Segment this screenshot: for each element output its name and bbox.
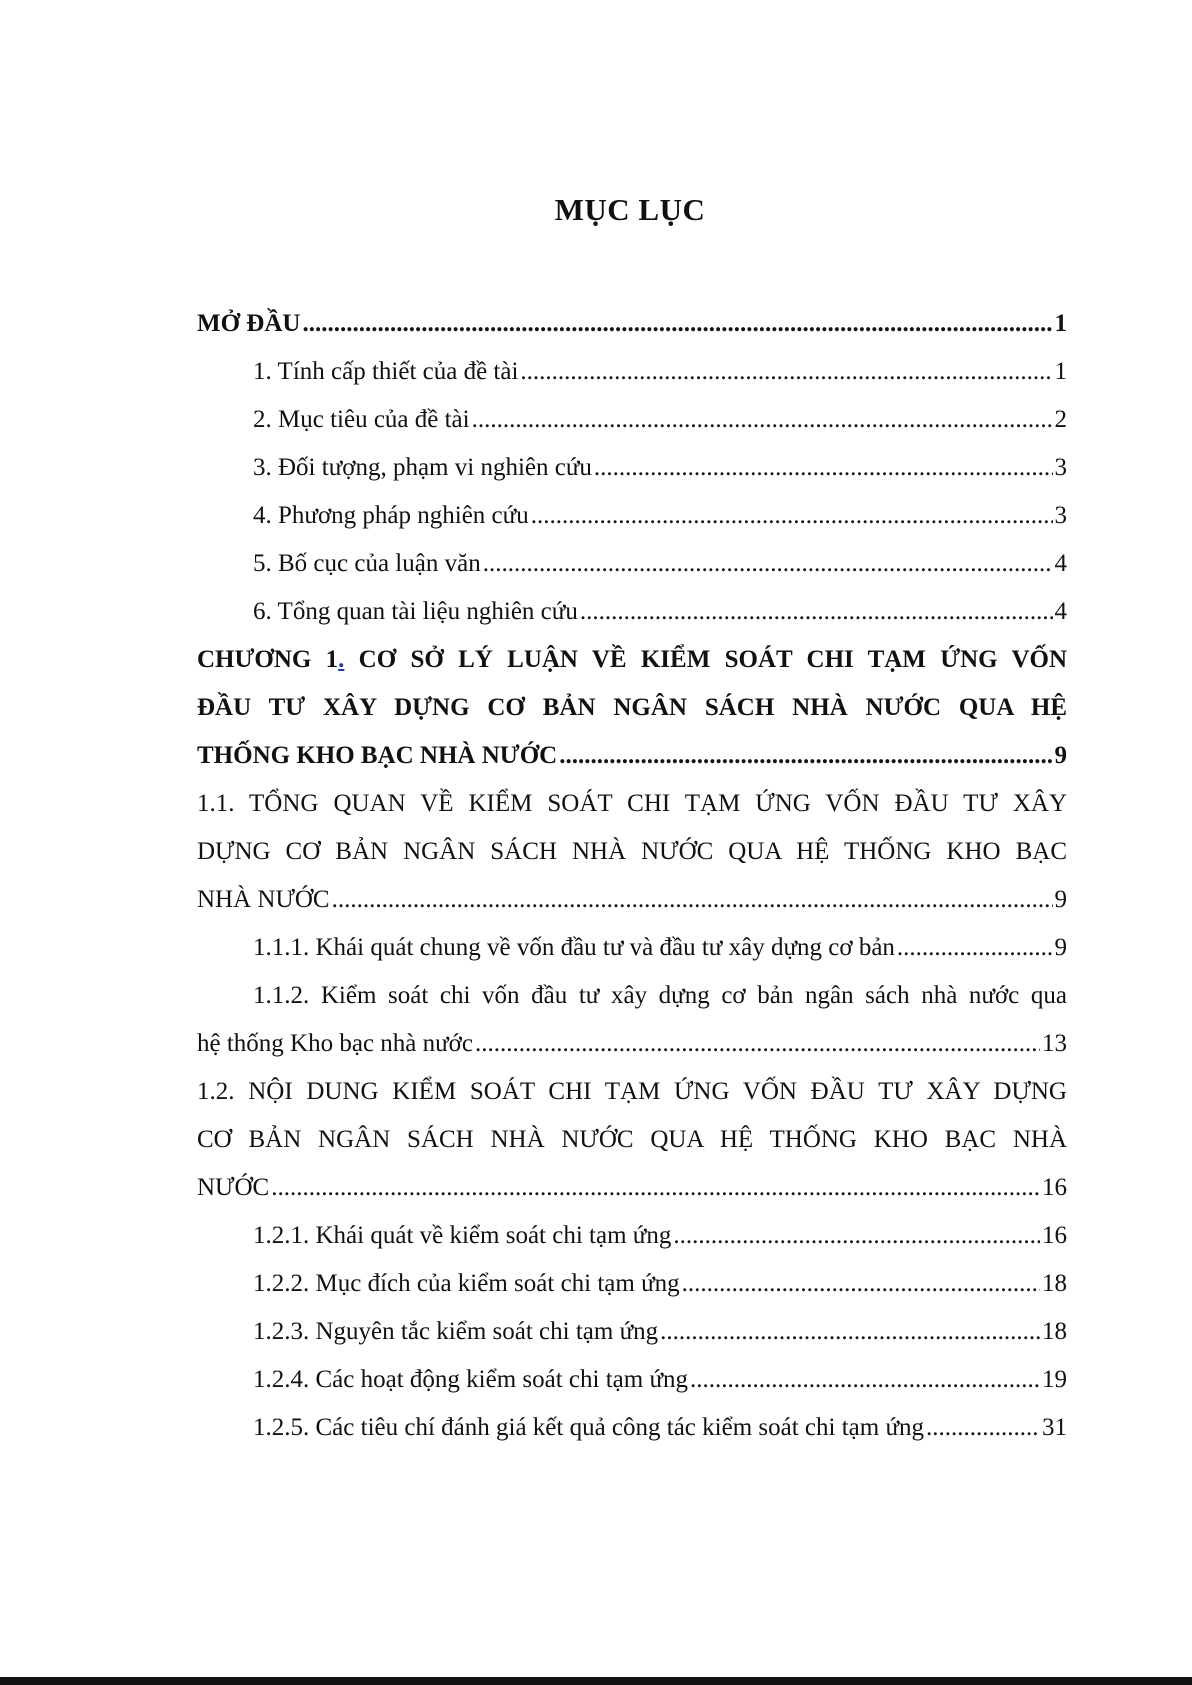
toc-page-number: 13 xyxy=(1042,1030,1067,1057)
toc-entry-section-1-2[interactable] xyxy=(197,1068,1067,1212)
toc-entry-label: 1.2.2. Mục đích của kiểm soát chi tạm ứng xyxy=(253,1270,680,1297)
toc-entry-label: 2. Mục tiêu của đề tài xyxy=(253,406,470,433)
toc-section-last-line xyxy=(197,876,1067,924)
toc-entry-label: THỐNG KHO BẠC NHÀ NƯỚC xyxy=(197,742,558,769)
toc-page-number: 4 xyxy=(1054,550,1067,577)
dot-leader xyxy=(897,924,1053,972)
toc-entry-1-1-1[interactable] xyxy=(197,924,1067,972)
toc-page-number: 16 xyxy=(1042,1174,1067,1201)
toc-chapter-last-line xyxy=(197,732,1067,780)
dot-leader xyxy=(690,1356,1040,1404)
toc-entry[interactable] xyxy=(197,492,1067,540)
toc-page-number: 3 xyxy=(1054,502,1067,529)
toc-entry-label: 5. Bố cục của luận văn xyxy=(253,550,481,577)
toc-page-number: 16 xyxy=(1042,1222,1067,1249)
toc-page-number: 1 xyxy=(1054,310,1067,337)
dot-leader xyxy=(520,348,1052,396)
toc-entry[interactable] xyxy=(197,396,1067,444)
toc-entry[interactable] xyxy=(197,540,1067,588)
dot-leader xyxy=(660,1308,1040,1356)
toc-entry[interactable] xyxy=(197,444,1067,492)
toc-page-number: 9 xyxy=(1054,886,1067,913)
toc-page-number: 9 xyxy=(1054,934,1067,961)
dot-leader xyxy=(531,492,1053,540)
toc-entry-label: MỞ ĐẦU xyxy=(197,310,301,337)
toc-entry-chapter-1[interactable] xyxy=(197,636,1067,780)
toc-entry-line: 1.1.2. Kiểm soát chi vốn đầu tư xây dựng cơ bản ngân sách nhà nước qua xyxy=(253,982,1067,1009)
toc-entry-label: 1.2.4. Các hoạt động kiểm soát chi tạm ứng xyxy=(253,1366,688,1393)
toc-entry-label: hệ thống Kho bạc nhà nước xyxy=(197,1030,474,1057)
toc-page-number: 1 xyxy=(1054,358,1067,385)
toc-page-number: 9 xyxy=(1054,742,1067,769)
toc-entry-label: 1.2.1. Khái quát về kiểm soát chi tạm ứng xyxy=(253,1222,672,1249)
dot-leader xyxy=(472,396,1053,444)
toc-entry[interactable] xyxy=(197,588,1067,636)
toc-section-line: DỰNG CƠ BẢN NGÂN SÁCH NHÀ NƯỚC QUA HỆ THỐNG KHO BẠC xyxy=(197,838,1067,865)
dot-leader xyxy=(332,876,1053,924)
page-bottom-border xyxy=(0,1677,1192,1685)
toc-entry-last-line xyxy=(197,1020,1067,1068)
toc-section-last-line xyxy=(197,1164,1067,1212)
toc-entry-label: 1.1.1. Khái quát chung về vốn đầu tư và đầu tư xây dựng cơ bản xyxy=(253,934,895,961)
page-title: MỤC LỤC xyxy=(554,192,706,227)
toc-page-number: 18 xyxy=(1042,1270,1067,1297)
toc-entry-label: 4. Phương pháp nghiên cứu xyxy=(253,502,529,529)
dot-leader xyxy=(926,1404,1040,1452)
toc-chapter-line xyxy=(197,636,1067,684)
dot-leader xyxy=(302,300,1052,348)
chapter-title-part: CƠ SỞ LÝ LUẬN VỀ KIỂM SOÁT CHI TẠM ỨNG VỐN xyxy=(344,646,1067,673)
dot-leader xyxy=(483,540,1053,588)
toc-chapter-line: ĐẦU TƯ XÂY DỰNG CƠ BẢN NGÂN SÁCH NHÀ NƯỚC QUA HỆ xyxy=(197,694,1067,721)
toc-entry[interactable] xyxy=(197,348,1067,396)
toc-page-number: 3 xyxy=(1054,454,1067,481)
dot-leader xyxy=(559,732,1052,780)
toc-entry-mo-dau[interactable] xyxy=(197,300,1067,348)
toc-page-number: 31 xyxy=(1042,1414,1067,1441)
dot-leader xyxy=(475,1020,1040,1068)
toc-section-line: 1.1. TỔNG QUAN VỀ KIỂM SOÁT CHI TẠM ỨNG VỐN ĐẦU TƯ XÂY xyxy=(197,790,1067,817)
toc-section-line: 1.2. NỘI DUNG KIỂM SOÁT CHI TẠM ỨNG VỐN ĐẦU TƯ XÂY DỰNG xyxy=(197,1078,1067,1105)
toc-entry-section-1-1[interactable] xyxy=(197,780,1067,924)
dot-leader xyxy=(580,588,1053,636)
toc-page-number: 19 xyxy=(1042,1366,1067,1393)
toc-entry[interactable] xyxy=(197,1212,1067,1260)
toc-entry[interactable] xyxy=(197,1404,1067,1452)
toc-section-line: CƠ BẢN NGÂN SÁCH NHÀ NƯỚC QUA HỆ THỐNG KHO BẠC NHÀ xyxy=(197,1126,1067,1153)
toc-entry-label: 6. Tổng quan tài liệu nghiên cứu xyxy=(253,598,578,625)
dot-leader xyxy=(682,1260,1040,1308)
table-of-contents xyxy=(197,300,1067,1452)
toc-page-number: 4 xyxy=(1054,598,1067,625)
toc-entry-label: 1.2.3. Nguyên tắc kiểm soát chi tạm ứng xyxy=(253,1318,659,1345)
toc-entry-label: 3. Đối tượng, phạm vi nghiên cứu xyxy=(253,454,592,481)
toc-entry-1-1-2[interactable] xyxy=(197,972,1067,1068)
chapter-prefix: CHƯƠNG 1 xyxy=(197,646,339,673)
dot-leader xyxy=(271,1164,1040,1212)
toc-entry[interactable] xyxy=(197,1308,1067,1356)
hyperlink-mark[interactable]: . xyxy=(338,646,345,673)
toc-entry[interactable] xyxy=(197,1356,1067,1404)
toc-entry[interactable] xyxy=(197,1260,1067,1308)
dot-leader xyxy=(673,1212,1040,1260)
toc-page-number: 18 xyxy=(1042,1318,1067,1345)
toc-entry-label: NHÀ NƯỚC xyxy=(197,886,330,913)
toc-entry-label: 1. Tính cấp thiết của đề tài xyxy=(253,358,519,385)
dot-leader xyxy=(594,444,1053,492)
toc-page-number: 2 xyxy=(1054,406,1067,433)
toc-entry-label: 1.2.5. Các tiêu chí đánh giá kết quả công tác kiểm soát chi tạm ứng xyxy=(253,1414,924,1441)
toc-entry-label: NƯỚC xyxy=(197,1174,270,1201)
